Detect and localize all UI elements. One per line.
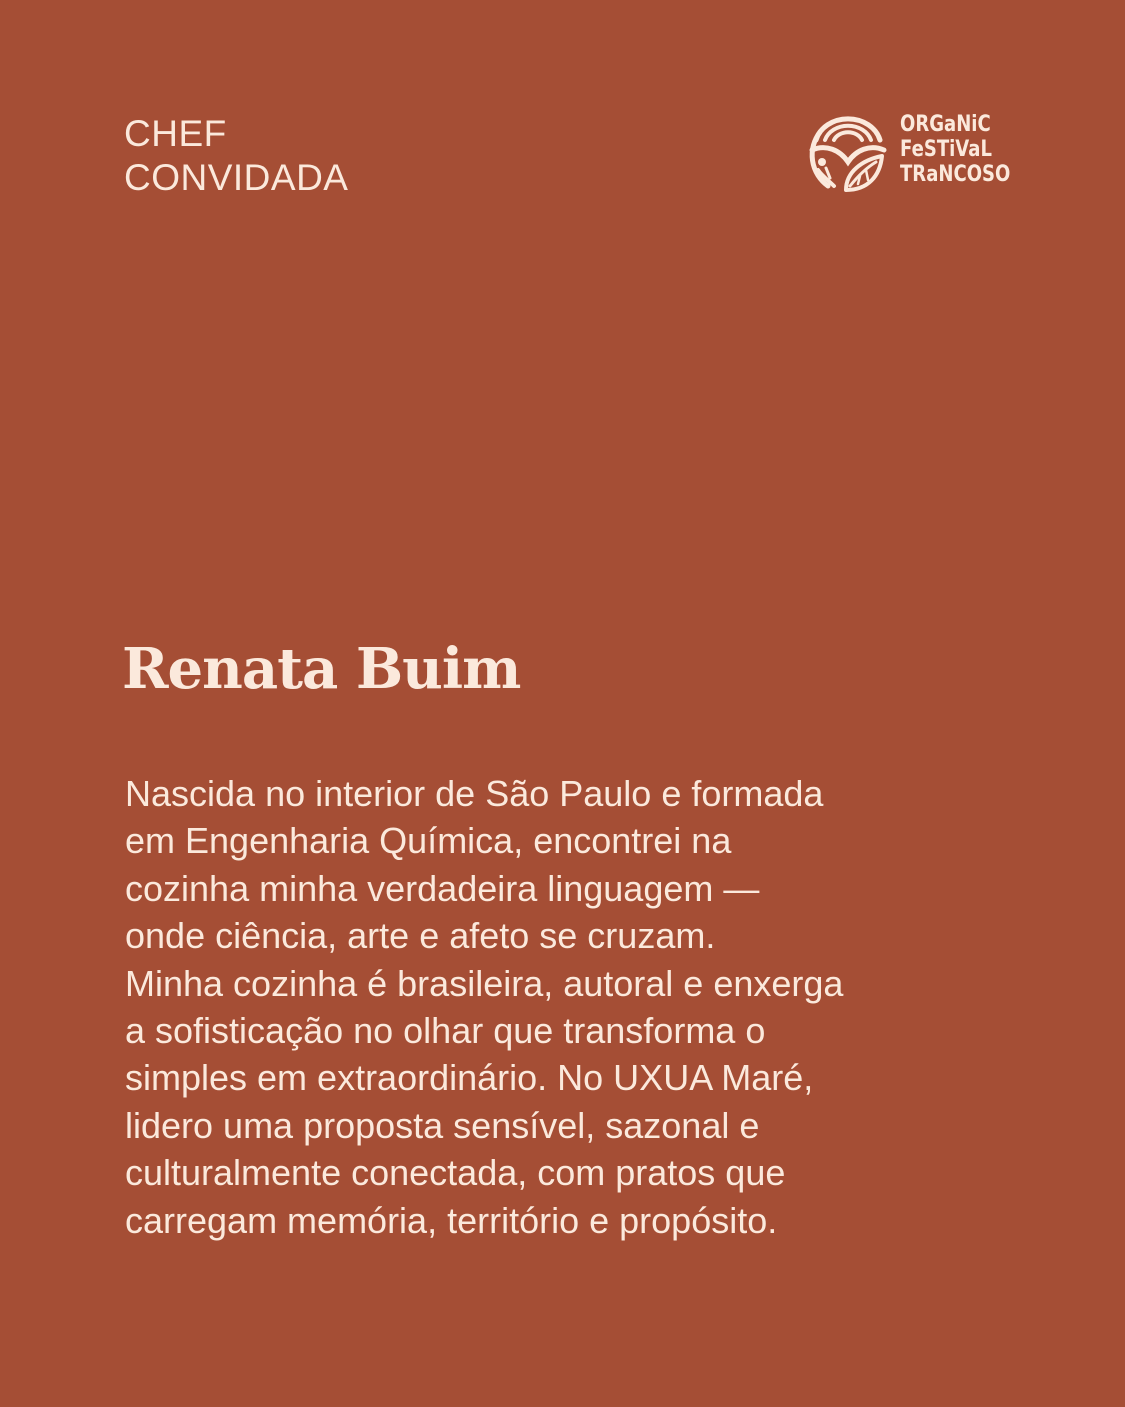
bio-line: carregam memória, território e propósito. (125, 1199, 778, 1241)
logo-line-2: FeSTiVaL (900, 137, 992, 162)
bio-line: Minha cozinha é brasileira, autoral e enxerga (125, 962, 844, 1004)
label-line-2: CONVIDADA (124, 157, 349, 198)
post-category-label (124, 112, 348, 200)
bio-line: em Engenharia Química, encontrei na (125, 820, 732, 862)
bio-line: lidero uma proposta sensível, sazonal e (125, 1104, 760, 1146)
organic-festival-emblem-icon (806, 110, 890, 196)
chef-bio (125, 770, 985, 1244)
bio-line: Nascida no interior de São Paulo e formada (125, 773, 824, 814)
bio-line: a sofisticação no olhar que transforma o (125, 1010, 766, 1052)
logo-wordmark (900, 112, 1010, 187)
label-line-1: CHEF (124, 113, 227, 154)
logo-line-1: ORGaNiC (900, 112, 991, 137)
bio-line: culturalmente conectada, com pratos que (125, 1152, 786, 1194)
bio-line: simples em extraordinário. No UXUA Maré, (125, 1057, 814, 1099)
chef-name: Renata Buim (122, 636, 521, 702)
organic-festival-trancoso-logo (806, 110, 1011, 200)
bio-line: onde ciência, arte e afeto se cruzam. (125, 915, 716, 957)
logo-line-3: TRaNCOSO (900, 162, 1011, 187)
bio-line: cozinha minha verdadeira linguagem — (125, 867, 760, 909)
